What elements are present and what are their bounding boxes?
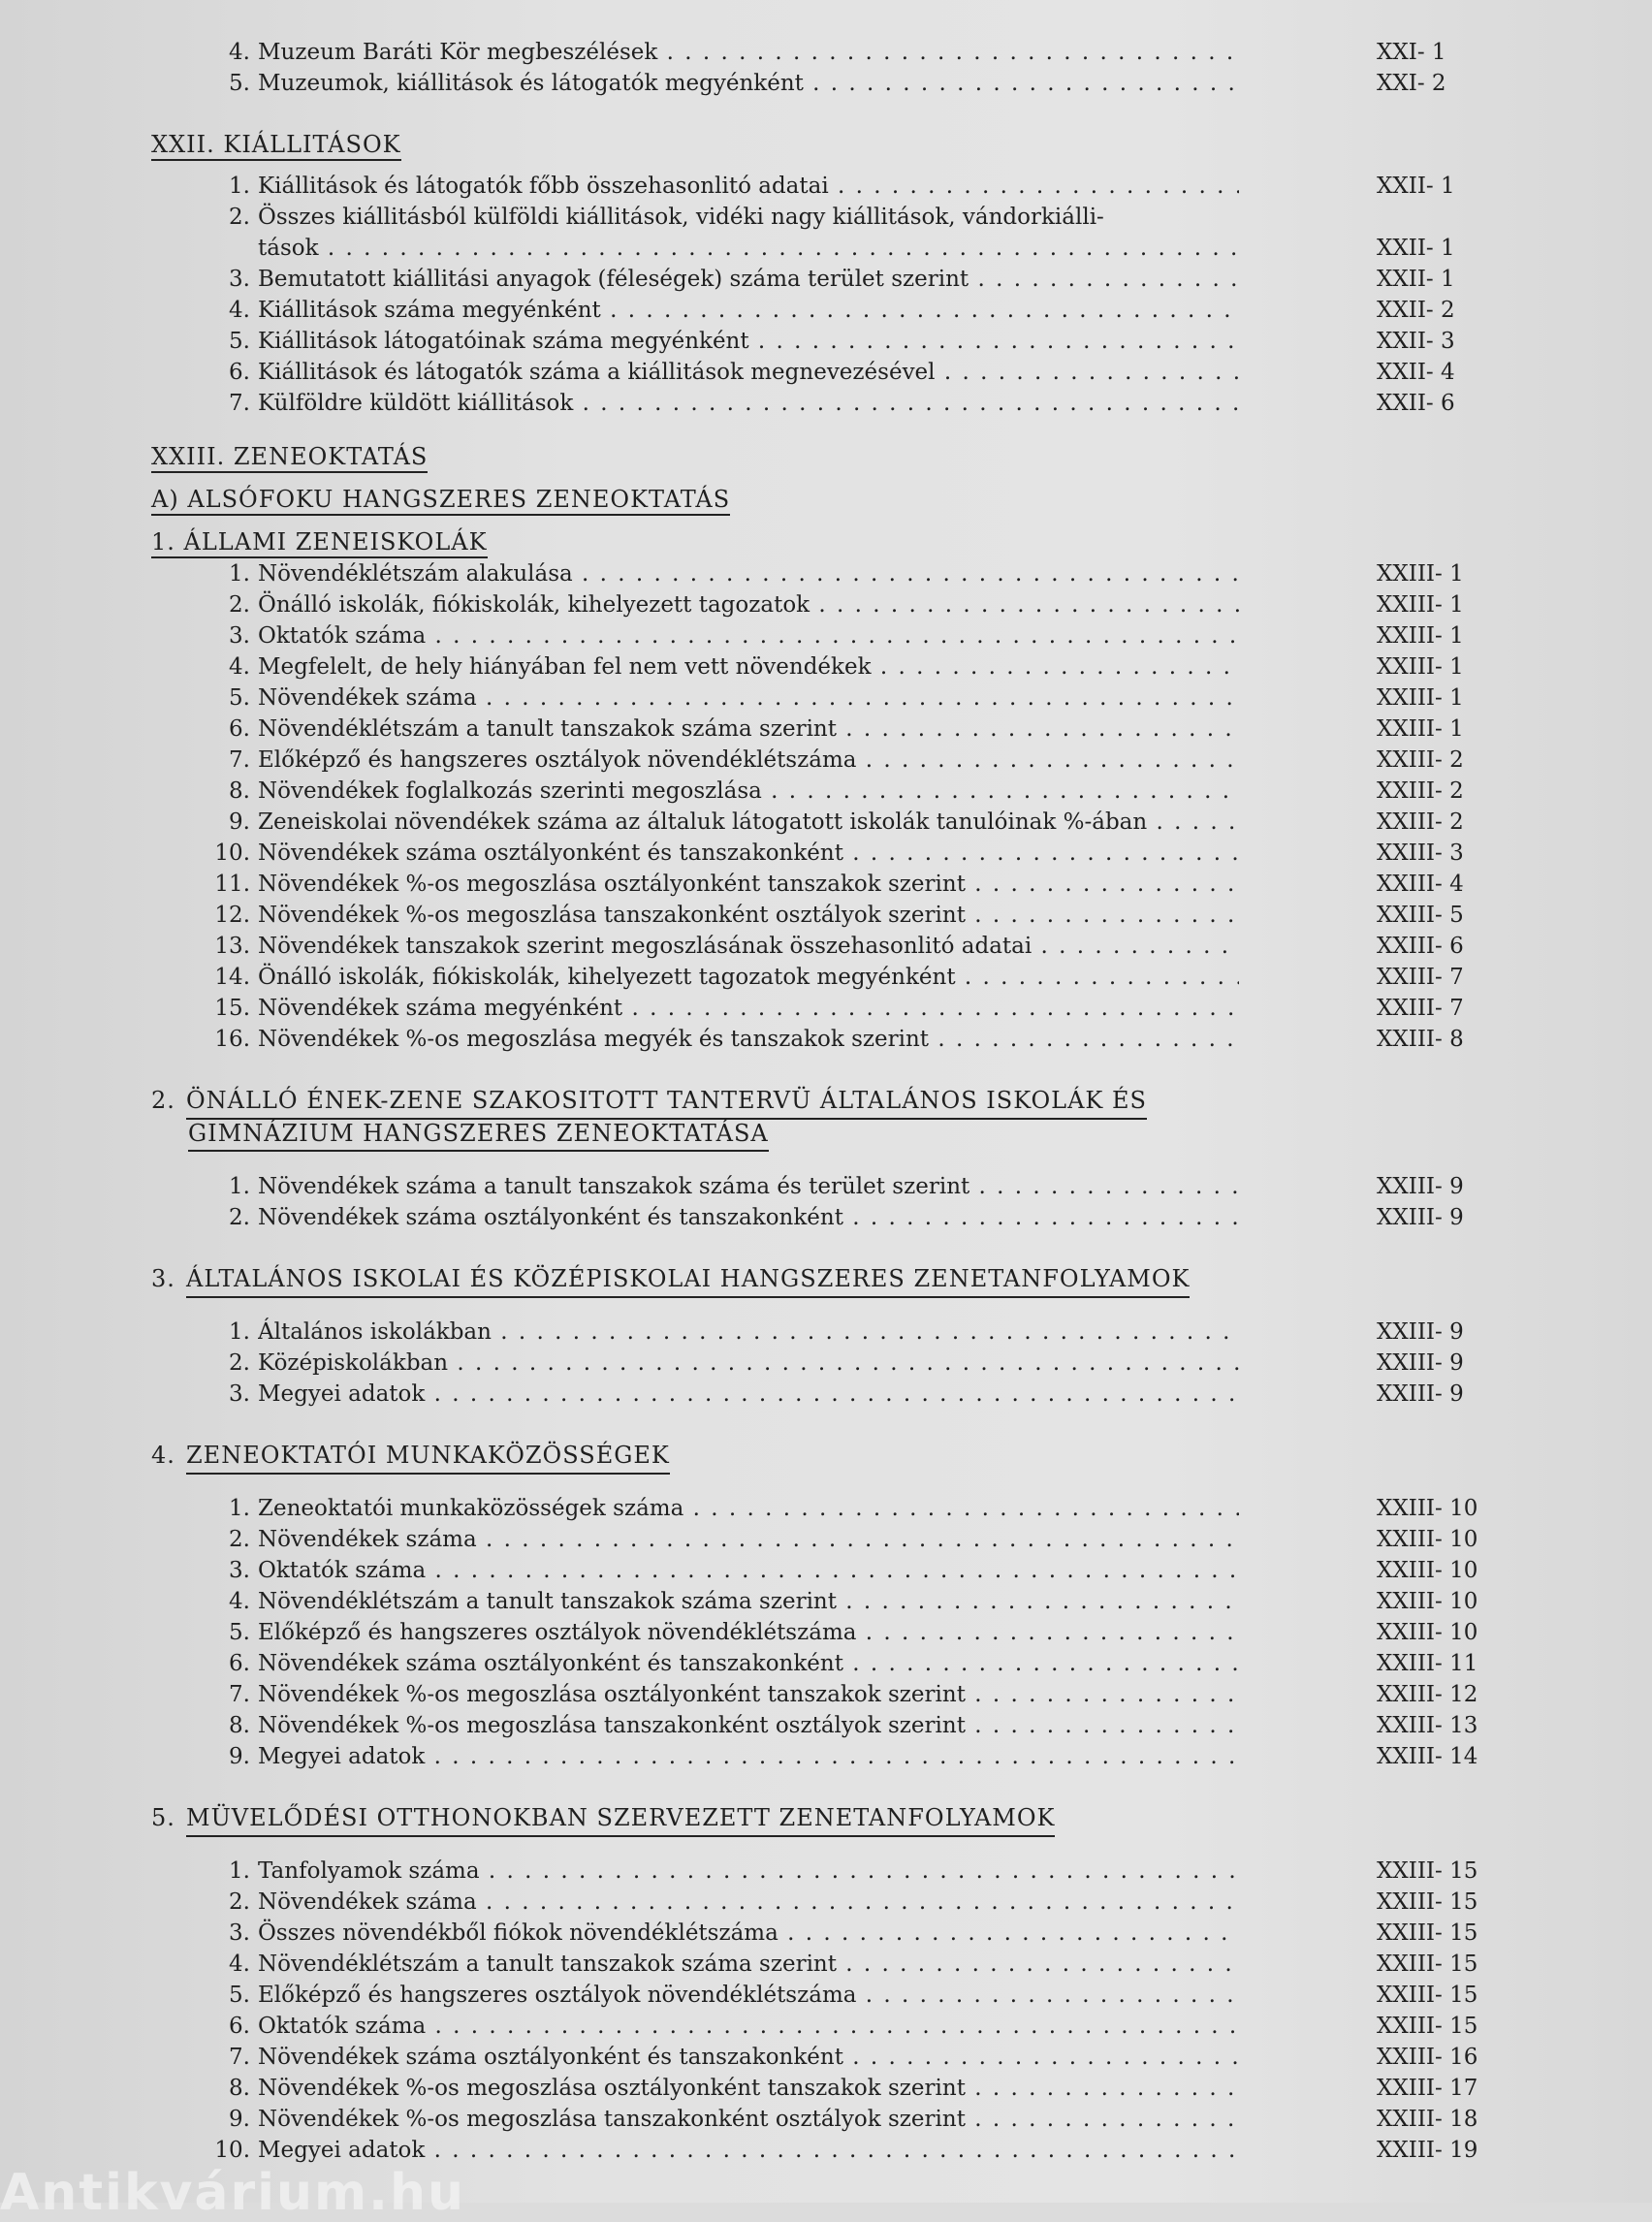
group-heading-line1: ÖNÁLLÓ ÉNEK-ZENE SZAKOSITOTT TANTERVÜ ÁLTALÁNOS ISKOLÁK ÉS (186, 1084, 1147, 1120)
entry-number: 16. (214, 1027, 250, 1052)
entry-title: Növendéklétszám a tanult tanszakok száma szerint . . . (258, 1586, 1239, 1617)
entry-page-code: XXIII- 1 (1377, 654, 1464, 680)
entry-page-code: XXI- 1 (1377, 40, 1446, 65)
toc-entry (0, 171, 1652, 202)
entry-number: 7. (229, 2045, 250, 2070)
toc-entry (0, 1980, 1652, 2011)
section-heading-text: XXII. KIÁLLITÁSOK (151, 131, 401, 161)
toc-entry (0, 2073, 1652, 2104)
entry-page-code: XXIII- 1 (1377, 561, 1464, 587)
toc-entry (0, 1679, 1652, 1710)
entry-page-code: XXII- 1 (1377, 236, 1455, 261)
toc-entry (0, 651, 1652, 682)
entry-page-code: XXIII- 2 (1377, 778, 1464, 804)
toc-entry (0, 295, 1652, 326)
entry-title: Növendékek száma . . . (258, 682, 1239, 714)
toc-entry (0, 682, 1652, 714)
entry-title: Kiállitások és látogatók főbb összehasonlitó adatai . . . (258, 171, 1239, 202)
entry-page-code: XXII- 1 (1377, 267, 1455, 292)
entry-title: Általános iskolákban . . . (258, 1317, 1239, 1348)
entry-page-code: XXIII- 3 (1377, 841, 1464, 866)
entry-page-code: XXIII- 15 (1377, 1858, 1478, 1884)
table-of-contents (0, 37, 1652, 2166)
entry-page-code: XXIII- 9 (1377, 1205, 1464, 1230)
toc-entry (0, 1524, 1652, 1555)
entry-number: 2. (229, 1527, 250, 1552)
section-heading-xxii (0, 128, 1652, 161)
toc-entry (0, 37, 1652, 68)
entry-number: 3. (229, 1558, 250, 1583)
entry-page-code: XXIII- 8 (1377, 1027, 1464, 1052)
entry-title: Oktatók száma . . . (258, 2011, 1239, 2042)
group-heading-number: 2. (151, 1087, 175, 1114)
subsection-heading-a (0, 483, 1652, 516)
entry-number: 6. (229, 716, 250, 742)
toc-entry (0, 326, 1652, 357)
section-heading-xxiii (0, 440, 1652, 473)
entry-number: 11. (214, 872, 250, 897)
entry-title: Növendékek %-os megoszlása megyék és tanszakok szerint . . . (258, 1024, 1239, 1055)
entry-page-code: XXIII- 15 (1377, 1983, 1478, 2008)
entry-number: 5. (229, 685, 250, 711)
group-heading-text: 1. ÁLLAMI ZENEISKOLÁK (151, 528, 488, 558)
entry-number: 4. (229, 40, 250, 65)
entry-number: 3. (229, 267, 250, 292)
toc-entry (0, 1617, 1652, 1648)
entry-title: Növendékek tanszakok szerint megoszlásának összehasonlitó adatai . . . (258, 931, 1239, 962)
entry-title: Megyei adatok . . . (258, 1741, 1239, 1772)
entry-page-code: XXIII- 15 (1377, 1920, 1478, 1946)
entry-number: 7. (229, 391, 250, 416)
toc-entry (0, 1171, 1652, 1202)
entry-page-code: XXIII- 1 (1377, 716, 1464, 742)
entry-title: Megyei adatok . . . (258, 2135, 1239, 2166)
entry-title: Zeneiskolai növendékek száma az általuk látogatott iskolák tanulóinak %-ában . . . (258, 807, 1239, 838)
entry-title: Növendékek %-os megoszlása osztályonként tanszakok szerint . . . (258, 2073, 1239, 2104)
entry-number: 5. (229, 1620, 250, 1645)
entry-title: Növendékek foglalkozás szerinti megoszlása . . . (258, 776, 1239, 807)
toc-entry (0, 357, 1652, 388)
entry-title: Előképző és hangszeres osztályok növendéklétszáma . . . (258, 1980, 1239, 2011)
entry-title: Növendékek száma osztályonként és tanszakonként . . . (258, 838, 1239, 869)
entry-page-code: XXII- 4 (1377, 360, 1455, 385)
toc-entry (0, 1918, 1652, 1949)
entry-number: 7. (229, 1682, 250, 1707)
entry-title: Előképző és hangszeres osztályok növendéklétszáma . . . (258, 1617, 1239, 1648)
entry-page-code: XXIII- 6 (1377, 934, 1464, 959)
entry-page-code: XXIII- 9 (1377, 1174, 1464, 1199)
entry-page-code: XXI- 2 (1377, 71, 1446, 96)
entry-page-code: XXII- 2 (1377, 298, 1455, 323)
entry-number: 6. (229, 1651, 250, 1676)
entry-title: Külföldre küldött kiállitások . . . (258, 388, 1239, 419)
entry-number: 4. (229, 1589, 250, 1614)
entry-page-code: XXIII- 9 (1377, 1319, 1464, 1345)
entry-title: Növendékek száma osztályonként és tanszakonként . . . (258, 1648, 1239, 1679)
entry-page-code: XXIII- 10 (1377, 1496, 1478, 1521)
toc-entry (0, 1741, 1652, 1772)
group-heading-line2: GIMNÁZIUM HANGSZERES ZENEOKTATÁSA (188, 1117, 769, 1152)
group-3-list (0, 1317, 1652, 1410)
entry-title: Növendékek %-os megoszlása tanszakonként osztályok szerint . . . (258, 1710, 1239, 1741)
entry-page-code: XXIII- 1 (1377, 592, 1464, 618)
entry-title: Előképző és hangszeres osztályok növendéklétszáma . . . (258, 745, 1239, 776)
group-heading-4 (0, 1439, 1652, 1472)
entry-number: 4. (229, 1952, 250, 1977)
entry-title: Megfelelt, de hely hiányában fel nem vett növendékek . . . (258, 651, 1239, 682)
group-4-list (0, 1493, 1652, 1772)
entry-number: 7. (229, 747, 250, 773)
group-heading-1 (0, 525, 1652, 558)
entry-page-code: XXII- 6 (1377, 391, 1455, 416)
toc-entry (0, 745, 1652, 776)
entry-page-code: XXIII- 10 (1377, 1589, 1478, 1614)
group-heading-number: 4. (151, 1442, 175, 1469)
entry-number: 9. (229, 2107, 250, 2132)
entry-page-code: XXIII- 10 (1377, 1527, 1478, 1552)
toc-entry (0, 202, 1652, 264)
entry-title: Növendékek %-os megoszlása tanszakonként osztályok szerint . . . (258, 900, 1239, 931)
entry-number: 3. (229, 1920, 250, 1946)
entry-number: 2. (229, 1889, 250, 1915)
toc-entry (0, 1555, 1652, 1586)
entry-title: Növendékek száma . . . (258, 1887, 1239, 1918)
entry-number: 10. (214, 2138, 250, 2163)
entry-number: 2. (229, 205, 250, 230)
group-heading-text: ZENEOKTATÓI MUNKAKÖZÖSSÉGEK (186, 1439, 670, 1475)
entry-title: Bemutatott kiállitási anyagok (féleségek) száma terület szerint . . . (258, 264, 1239, 295)
section-xxii-list (0, 171, 1652, 419)
entry-page-code: XXIII- 15 (1377, 2014, 1478, 2039)
toc-entry (0, 931, 1652, 962)
toc-entry (0, 264, 1652, 295)
entry-page-code: XXII- 1 (1377, 174, 1455, 199)
entry-title (258, 202, 1239, 264)
entry-title: Zeneoktatói munkaközösségek száma . . . (258, 1493, 1239, 1524)
entry-title: Önálló iskolák, fiókiskolák, kihelyezett tagozatok megyénként . . . (258, 962, 1239, 993)
toc-entry (0, 388, 1652, 419)
entry-page-code: XXIII- 2 (1377, 809, 1464, 835)
entry-title: Muzeumok, kiállitások és látogatók megyénként . . . (258, 68, 1239, 99)
entry-number: 5. (229, 71, 250, 96)
toc-entry (0, 900, 1652, 931)
entry-page-code: XXIII- 17 (1377, 2076, 1478, 2101)
entry-page-code: XXII- 3 (1377, 329, 1455, 354)
entry-number: 3. (229, 1381, 250, 1407)
entry-number: 1. (229, 1319, 250, 1345)
entry-title: Növendékek száma megyénként . . . (258, 993, 1239, 1024)
entry-title: Növendékek %-os megoszlása osztályonként tanszakok szerint . . . (258, 1679, 1239, 1710)
group-1-list (0, 558, 1652, 1055)
entry-title: Kiállitások látogatóinak száma megyénként . . . (258, 326, 1239, 357)
toc-entry (0, 993, 1652, 1024)
watermark: Antikvárium.hu (0, 2164, 465, 2222)
group-heading-text: MÜVELŐDÉSI OTTHONOKBAN SZERVEZETT ZENETANFOLYAMOK (186, 1801, 1055, 1837)
toc-entry (0, 589, 1652, 620)
toc-entry (0, 2042, 1652, 2073)
entry-title: Középiskolákban . . . (258, 1348, 1239, 1379)
entry-title: Oktatók száma . . . (258, 620, 1239, 651)
entry-title-line2: tások . . . (258, 233, 1239, 264)
entry-number: 8. (229, 1713, 250, 1738)
entry-number: 2. (229, 592, 250, 618)
entry-number: 1. (229, 1174, 250, 1199)
toc-entry (0, 2011, 1652, 2042)
entry-number: 1. (229, 1858, 250, 1884)
group-heading-2 (0, 1084, 1652, 1150)
entry-page-code: XXIII- 10 (1377, 1620, 1478, 1645)
entry-number: 5. (229, 329, 250, 354)
entry-number: 1. (229, 174, 250, 199)
entry-title: Összes növendékből fiókok növendéklétszáma . . . (258, 1918, 1239, 1949)
toc-entry (0, 2135, 1652, 2166)
entry-number: 6. (229, 360, 250, 385)
entry-title: Növendékek száma a tanult tanszakok száma és terület szerint . . . (258, 1171, 1239, 1202)
entry-page-code: XXIII- 1 (1377, 685, 1464, 711)
entry-number: 14. (214, 965, 250, 990)
toc-entry (0, 1202, 1652, 1233)
entry-number: 13. (214, 934, 250, 959)
toc-entry (0, 1493, 1652, 1524)
entry-number: 9. (229, 809, 250, 835)
entry-page-code: XXIII- 7 (1377, 996, 1464, 1021)
entry-title: Kiállitások száma megyénként . . . (258, 295, 1239, 326)
group-2-list (0, 1171, 1652, 1233)
group-heading-number: 3. (151, 1265, 175, 1292)
entry-number: 1. (229, 1496, 250, 1521)
entry-number: 2. (229, 1205, 250, 1230)
entry-page-code: XXIII- 2 (1377, 747, 1464, 773)
entry-page-code: XXIII- 18 (1377, 2107, 1478, 2132)
entry-page-code: XXIII- 13 (1377, 1713, 1478, 1738)
entry-title: Növendékek száma osztályonként és tanszakonként . . . (258, 2042, 1239, 2073)
entry-title: Növendékek száma . . . (258, 1524, 1239, 1555)
entry-title: Növendéklétszám a tanult tanszakok száma szerint . . . (258, 1949, 1239, 1980)
toc-entry (0, 1586, 1652, 1617)
toc-entry (0, 620, 1652, 651)
toc-entry (0, 1648, 1652, 1679)
entry-number: 10. (214, 841, 250, 866)
toc-entry (0, 962, 1652, 993)
entry-page-code: XXIII- 14 (1377, 1744, 1478, 1769)
toc-entry (0, 1317, 1652, 1348)
entry-number: 6. (229, 2014, 250, 2039)
toc-entry (0, 1856, 1652, 1887)
toc-entry (0, 558, 1652, 589)
group-heading-number: 5. (151, 1804, 175, 1831)
entry-page-code: XXIII- 9 (1377, 1350, 1464, 1376)
entry-page-code: XXIII- 9 (1377, 1381, 1464, 1407)
toc-entry (0, 1379, 1652, 1410)
section-heading-text: XXIII. ZENEOKTATÁS (151, 443, 428, 473)
group-heading-3 (0, 1262, 1652, 1295)
entry-number: 2. (229, 1350, 250, 1376)
toc-entry (0, 68, 1652, 99)
entry-page-code: XXIII- 19 (1377, 2138, 1478, 2163)
entry-title: Oktatók száma . . . (258, 1555, 1239, 1586)
entry-title-line1: Összes kiállitásból külföldi kiállitások, vidéki nagy kiállitások, vándorkiálli- (258, 205, 1104, 230)
entry-page-code: XXIII- 12 (1377, 1682, 1478, 1707)
toc-entry (0, 1710, 1652, 1741)
entry-number: 8. (229, 778, 250, 804)
entry-number: 8. (229, 2076, 250, 2101)
entry-number: 12. (214, 903, 250, 928)
entry-title: Muzeum Baráti Kör megbeszélések . . . (258, 37, 1239, 68)
entry-title: Kiállitások és látogatók száma a kiállitások megnevezésével . . . (258, 357, 1239, 388)
toc-entry (0, 807, 1652, 838)
group-heading-text: ÁLTALÁNOS ISKOLAI ÉS KÖZÉPISKOLAI HANGSZERES ZENETANFOLYAMOK (186, 1262, 1190, 1298)
entry-page-code: XXIII- 7 (1377, 965, 1464, 990)
subsection-heading-text: A) ALSÓFOKU HANGSZERES ZENEOKTATÁS (151, 486, 730, 516)
entry-page-code: XXIII- 15 (1377, 1952, 1478, 1977)
entry-title: Növendékek száma osztályonként és tanszakonként . . . (258, 1202, 1239, 1233)
entry-title: Megyei adatok . . . (258, 1379, 1239, 1410)
entry-number: 4. (229, 654, 250, 680)
entry-title: Növendékek %-os megoszlása tanszakonként osztályok szerint . . . (258, 2104, 1239, 2135)
toc-entry (0, 869, 1652, 900)
entry-number: 15. (214, 996, 250, 1021)
entry-number: 4. (229, 298, 250, 323)
entry-title: Növendékek %-os megoszlása osztályonként tanszakok szerint . . . (258, 869, 1239, 900)
group-heading-5 (0, 1801, 1652, 1834)
toc-entry (0, 1949, 1652, 1980)
entry-page-code: XXIII- 1 (1377, 623, 1464, 649)
entry-page-code: XXIII- 15 (1377, 1889, 1478, 1915)
entry-page-code: XXIII- 16 (1377, 2045, 1478, 2070)
entry-number: 3. (229, 623, 250, 649)
entry-page-code: XXIII- 5 (1377, 903, 1464, 928)
toc-entry (0, 1348, 1652, 1379)
toc-entry (0, 1887, 1652, 1918)
entry-title: Növendéklétszám alakulása . . . (258, 558, 1239, 589)
entry-number: 5. (229, 1983, 250, 2008)
entry-page-code: XXIII- 4 (1377, 872, 1464, 897)
entry-title: Önálló iskolák, fiókiskolák, kihelyezett tagozatok . . . (258, 589, 1239, 620)
group-5-list (0, 1856, 1652, 2166)
entry-number: 1. (229, 561, 250, 587)
toc-entry (0, 1024, 1652, 1055)
toc-entry (0, 838, 1652, 869)
toc-entry (0, 2104, 1652, 2135)
entry-page-code: XXIII- 10 (1377, 1558, 1478, 1583)
entry-title: Növendéklétszám a tanult tanszakok száma szerint . . . (258, 714, 1239, 745)
entry-number: 9. (229, 1744, 250, 1769)
toc-entry (0, 776, 1652, 807)
entry-page-code: XXIII- 11 (1377, 1651, 1478, 1676)
entry-title: Tanfolyamok száma . . . (258, 1856, 1239, 1887)
toc-entry (0, 714, 1652, 745)
